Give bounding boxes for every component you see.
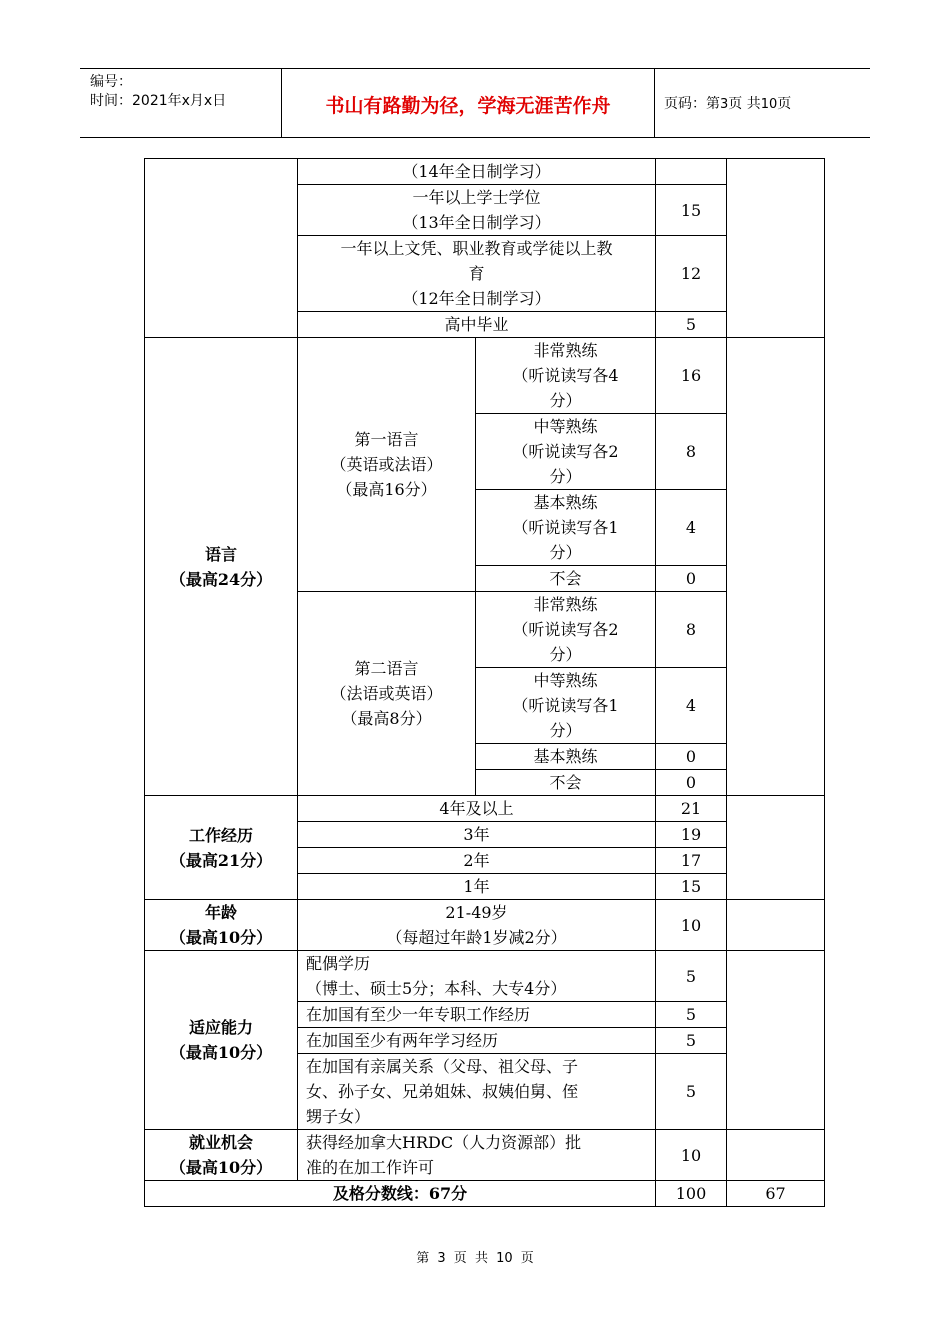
adaptability-label <box>298 1054 656 1130</box>
proficiency-level <box>476 490 656 566</box>
page-label: 页 共 <box>728 96 761 112</box>
score-cell <box>727 951 825 1130</box>
second-language-text: （最高8分） <box>341 709 432 728</box>
level-text: 基本熟练 <box>533 493 598 512</box>
category-title: 适应能力 <box>188 1018 253 1037</box>
adaptability-text: （博士、硕士5分；本科、大专4分） <box>306 979 567 998</box>
level-points: 0 <box>656 770 727 796</box>
proficiency-level <box>476 592 656 668</box>
page-label: 页 <box>777 96 792 112</box>
level-text: （听说读写各1 <box>512 518 619 537</box>
score-cell <box>727 796 825 900</box>
adaptability-text: 在加国有亲属关系（父母、祖父母、子 <box>306 1057 579 1076</box>
level-points: 0 <box>656 744 727 770</box>
education-text: 一年以上文凭、职业教育或学徒以上教 <box>340 239 613 258</box>
age-category <box>145 900 298 951</box>
level-text: （听说读写各4 <box>512 366 619 385</box>
work-category <box>145 796 298 900</box>
category-max: （最高10分） <box>169 1158 273 1177</box>
age-label <box>298 900 656 951</box>
proficiency-level <box>476 566 656 592</box>
table-row <box>145 796 825 822</box>
level-text: 分） <box>549 467 582 486</box>
education-points: 15 <box>656 185 727 236</box>
work-label: 4年及以上 <box>298 796 656 822</box>
education-points: 5 <box>656 312 727 338</box>
level-text: （听说读写各2 <box>512 442 619 461</box>
category-title: 语言 <box>204 544 237 564</box>
level-text: 分） <box>549 721 582 740</box>
footer-text: 页 <box>520 1251 534 1266</box>
second-language-text: （法语或英语） <box>330 684 443 703</box>
number-label: 编号： <box>90 74 132 90</box>
pass-points: 67 <box>727 1181 825 1207</box>
level-points: 16 <box>656 338 727 414</box>
first-language-text: （最高16分） <box>336 480 437 499</box>
employment-category <box>145 1130 298 1181</box>
score-cell <box>727 338 825 796</box>
page-header <box>80 68 870 138</box>
page-total: 10 <box>760 97 778 112</box>
header-meta <box>90 73 226 111</box>
page-current: 3 <box>720 97 729 112</box>
education-points <box>656 159 727 185</box>
level-text: （听说读写各1 <box>512 696 619 715</box>
header-motto: 书山有路勤为径，学海无涯苦作舟 <box>325 95 611 117</box>
age-text: 21-49岁 <box>445 903 508 922</box>
header-divider <box>654 69 655 137</box>
table-row <box>145 338 825 414</box>
table-row <box>145 951 825 1002</box>
adaptability-points: 5 <box>656 951 727 1002</box>
adaptability-label: 在加国有至少一年专职工作经历 <box>298 1002 656 1028</box>
level-text: 分） <box>549 543 582 562</box>
proficiency-level <box>476 744 656 770</box>
adaptability-text: 女、孙子女、兄弟姐妹、叔姨伯舅、侄 <box>306 1082 579 1101</box>
level-text: 分） <box>549 645 582 664</box>
level-text: 中等熟练 <box>533 671 598 690</box>
adaptability-points: 5 <box>656 1028 727 1054</box>
education-text: （13年全日制学习） <box>402 213 551 232</box>
category-title: 年龄 <box>204 903 237 922</box>
education-label <box>298 185 656 236</box>
education-text: 一年以上学士学位 <box>412 188 541 207</box>
education-label <box>298 312 656 338</box>
footer-current-page: 3 <box>437 1251 446 1266</box>
level-text: 中等熟练 <box>533 417 598 436</box>
proficiency-level <box>476 414 656 490</box>
adaptability-text: 配偶学历 <box>306 954 371 973</box>
score-cell <box>727 900 825 951</box>
level-points: 0 <box>656 566 727 592</box>
level-text: 非常熟练 <box>533 595 598 614</box>
time-value: 2021年x月x日 <box>132 93 227 109</box>
level-points: 4 <box>656 490 727 566</box>
header-page-number <box>664 93 791 113</box>
pass-line-label: 及格分数线：67分 <box>145 1181 656 1207</box>
education-text: （12年全日制学习） <box>402 289 551 308</box>
education-label <box>298 159 656 185</box>
time-line <box>90 92 226 111</box>
footer-text: 共 <box>474 1251 488 1266</box>
page-footer <box>0 1247 950 1266</box>
level-text: 非常熟练 <box>533 341 598 360</box>
education-text: 育 <box>468 264 485 283</box>
second-language-cell <box>298 592 476 796</box>
category-title: 工作经历 <box>188 825 253 845</box>
level-text: 分） <box>549 391 582 410</box>
employment-text: 获得经加拿大HRDC（人力资源部）批 <box>306 1133 582 1152</box>
score-cell <box>727 1130 825 1181</box>
table-row <box>145 900 825 951</box>
points-table <box>144 158 825 1207</box>
adaptability-label <box>298 951 656 1002</box>
work-label: 3年 <box>298 822 656 848</box>
category-max: （最高10分） <box>169 1043 273 1062</box>
work-label: 2年 <box>298 848 656 874</box>
adaptability-label: 在加国至少有两年学习经历 <box>298 1028 656 1054</box>
employment-label <box>298 1130 656 1181</box>
employment-points: 10 <box>656 1130 727 1181</box>
age-points: 10 <box>656 900 727 951</box>
category-max: （最高21分） <box>169 850 273 870</box>
table-row <box>145 1181 825 1207</box>
first-language-text: 第一语言 <box>354 430 419 449</box>
category-max: （最高24分） <box>169 569 273 589</box>
score-cell <box>727 159 825 338</box>
first-language-cell <box>298 338 476 592</box>
adaptability-text: 甥子女） <box>306 1107 371 1126</box>
adaptability-points: 5 <box>656 1002 727 1028</box>
education-text: （14年全日制学习） <box>402 162 551 181</box>
level-text: （听说读写各2 <box>512 620 619 639</box>
level-points: 8 <box>656 414 727 490</box>
level-text: 不会 <box>549 569 582 588</box>
table-row <box>145 1130 825 1181</box>
education-category-cell <box>145 159 298 338</box>
employment-text: 准的在加工作许可 <box>306 1158 435 1177</box>
level-text: 不会 <box>549 773 582 792</box>
footer-text: 页 <box>453 1251 467 1266</box>
work-points: 15 <box>656 874 727 900</box>
level-points: 4 <box>656 668 727 744</box>
age-text: （每超过年龄1岁减2分） <box>386 928 567 947</box>
language-category <box>145 338 298 796</box>
work-points: 17 <box>656 848 727 874</box>
first-language-text: （英语或法语） <box>330 455 443 474</box>
footer-text: 第 <box>416 1251 430 1266</box>
second-language-text: 第二语言 <box>354 659 419 678</box>
level-points: 8 <box>656 592 727 668</box>
education-points: 12 <box>656 236 727 312</box>
category-max: （最高10分） <box>169 928 273 947</box>
work-label: 1年 <box>298 874 656 900</box>
page-label: 页码：第 <box>664 96 720 112</box>
category-title: 就业机会 <box>188 1133 253 1152</box>
education-label <box>298 236 656 312</box>
time-label: 时间： <box>90 93 132 109</box>
total-max-points: 100 <box>656 1181 727 1207</box>
adaptability-category <box>145 951 298 1130</box>
proficiency-level <box>476 338 656 414</box>
education-text: 高中毕业 <box>444 315 509 334</box>
level-text: 基本熟练 <box>533 747 598 766</box>
adaptability-points: 5 <box>656 1054 727 1130</box>
proficiency-level <box>476 770 656 796</box>
footer-total-pages: 10 <box>496 1251 513 1266</box>
work-points: 21 <box>656 796 727 822</box>
work-points: 19 <box>656 822 727 848</box>
table-row <box>145 159 825 185</box>
proficiency-level <box>476 668 656 744</box>
